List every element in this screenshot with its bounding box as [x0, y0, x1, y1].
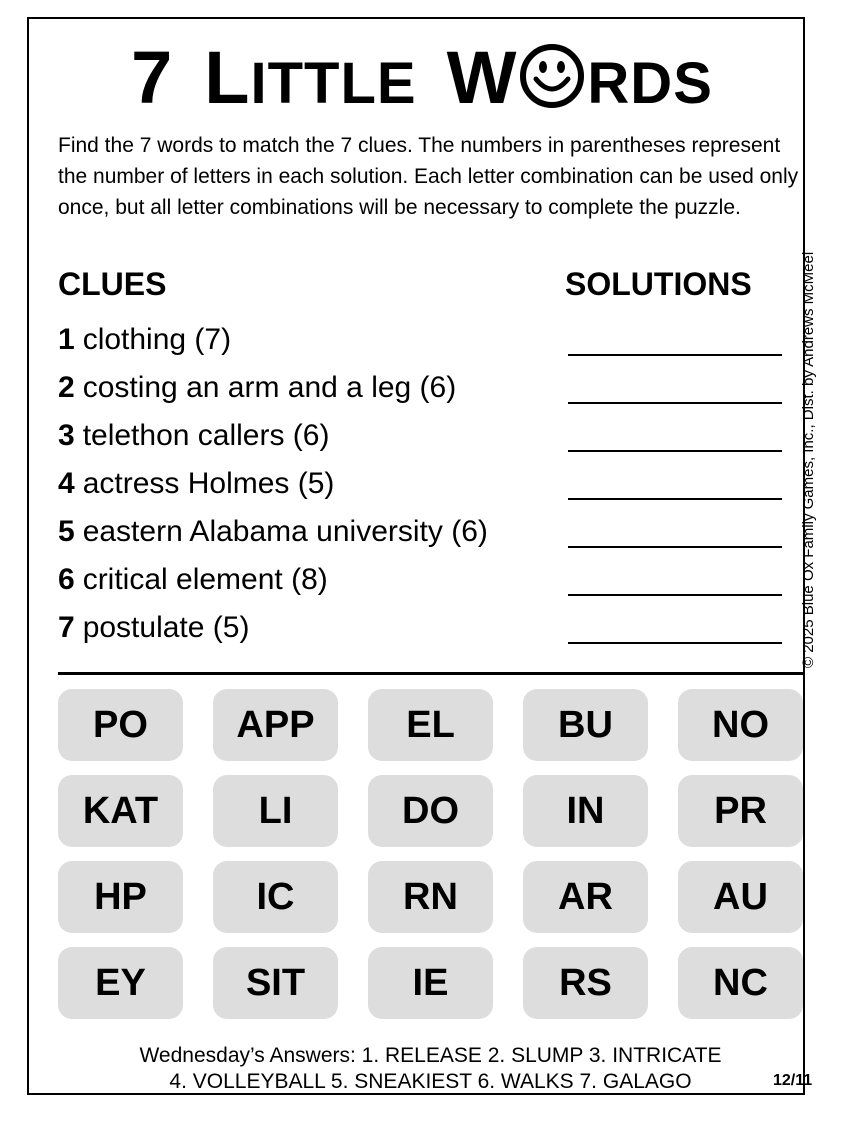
clue-text: critical element (8): [82, 563, 328, 596]
clue-number: 4: [58, 467, 75, 500]
solution-blank-5[interactable]: [568, 546, 782, 548]
clue-3: [58, 414, 329, 458]
clue-text: postulate (5): [82, 611, 250, 644]
solution-blank-1[interactable]: [568, 354, 782, 356]
letter-tile[interactable]: IC: [213, 861, 338, 933]
letter-tile[interactable]: HP: [58, 861, 183, 933]
clue-number: 6: [58, 563, 75, 596]
solutions-header: SOLUTIONS: [565, 266, 752, 302]
solution-blank-2[interactable]: [568, 402, 782, 404]
clue-text: clothing (7): [82, 323, 232, 356]
previous-answers-line-2: 4. VOLLEYBALL 5. SNEAKIEST 6. WALKS 7. GALAGO: [169, 1070, 692, 1093]
letter-tile[interactable]: AU: [678, 861, 803, 933]
letter-tile[interactable]: EL: [368, 689, 493, 761]
clue-text: telethon callers (6): [82, 419, 330, 452]
puzzle-date: 12/11: [773, 1072, 813, 1089]
clue-1: [58, 318, 231, 362]
letter-tile[interactable]: PO: [58, 689, 183, 761]
clue-text: costing an arm and a leg (6): [82, 371, 457, 404]
title-number: 7: [131, 36, 173, 119]
solution-blank-4[interactable]: [568, 498, 782, 500]
clue-4: [58, 462, 334, 506]
letter-tile-grid: [58, 689, 803, 1023]
previous-answers: [58, 1043, 803, 1095]
clue-number: 5: [58, 515, 75, 548]
solution-blank-3[interactable]: [568, 450, 782, 452]
clue-6: [58, 558, 328, 602]
previous-answers-line-1: Wednesday’s Answers: 1. RELEASE 2. SLUMP 3. INTRICATE: [139, 1044, 722, 1067]
letter-tile[interactable]: IN: [523, 775, 648, 847]
letter-tile[interactable]: BU: [523, 689, 648, 761]
clue-number: 3: [58, 419, 75, 452]
clue-2: [58, 366, 456, 410]
title-words-rest: RDS: [587, 51, 713, 116]
section-divider: [58, 672, 803, 675]
letter-tile[interactable]: LI: [213, 775, 338, 847]
clue-text: actress Holmes (5): [82, 467, 335, 500]
solution-blank-7[interactable]: [568, 642, 782, 644]
clue-number: 7: [58, 611, 75, 644]
letter-tile[interactable]: NC: [678, 947, 803, 1019]
letter-tile[interactable]: EY: [58, 947, 183, 1019]
copyright-credit: © 2025 Blue Ox Family Games, Inc., Dist. by Andrews McMeel: [800, 251, 817, 668]
title-little-initial: L: [204, 36, 251, 119]
puzzle-title: [0, 28, 844, 128]
clue-number: 1: [58, 323, 75, 356]
smiley-face-icon: [519, 43, 585, 109]
letter-tile[interactable]: AR: [523, 861, 648, 933]
letter-tile[interactable]: NO: [678, 689, 803, 761]
clues-header: CLUES: [58, 266, 167, 302]
letter-tile[interactable]: RN: [368, 861, 493, 933]
instructions: Find the 7 words to match the 7 clues. The numbers in parentheses represent the number of letters in each solution. Each letter combination can be used only once, but all letter combinations will be necessary to complete the puzzle.: [58, 134, 799, 219]
letter-tile[interactable]: DO: [368, 775, 493, 847]
letter-tile[interactable]: RS: [523, 947, 648, 1019]
clue-number: 2: [58, 371, 75, 404]
clue-7: [58, 606, 249, 650]
clue-5: [58, 510, 488, 554]
title-words-initial: W: [446, 36, 518, 119]
letter-tile[interactable]: SIT: [213, 947, 338, 1019]
letter-tile[interactable]: PR: [678, 775, 803, 847]
letter-tile[interactable]: IE: [368, 947, 493, 1019]
letter-tile[interactable]: KAT: [58, 775, 183, 847]
title-little-rest: ITTLE: [250, 51, 417, 116]
letter-tile[interactable]: APP: [213, 689, 338, 761]
clue-text: eastern Alabama university (6): [82, 515, 488, 548]
solution-blank-6[interactable]: [568, 594, 782, 596]
